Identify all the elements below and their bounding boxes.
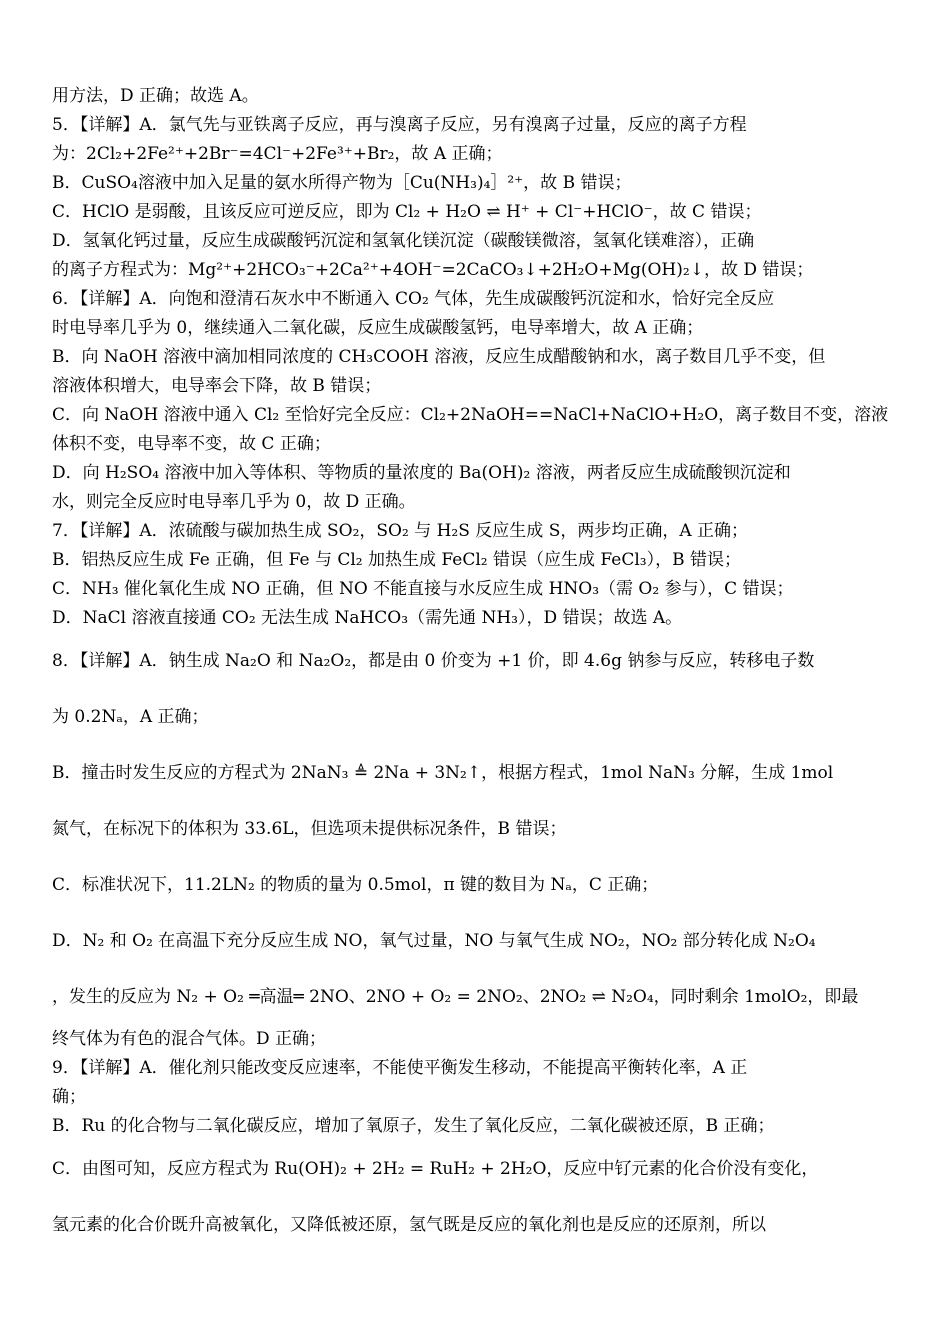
- text-line: 体积不变，电导率不变，故 C 正确；: [52, 434, 331, 454]
- text-line: D．N₂ 和 O₂ 在高温下充分反应生成 NO，氧气过量，NO 与氧气生成 NO₂，NO₂ 部分转化成 N₂O₄: [52, 931, 816, 951]
- text-line: 8．【详解】A．钠生成 Na₂O 和 Na₂O₂，都是由 0 价变为 +1 价，即 4.6g 钠参与反应，转移电子数: [52, 651, 815, 671]
- text-line: B．撞击时发生反应的方程式为 2NaN₃ ≜ 2Na + 3N₂↑，根据方程式，1mol NaN₃ 分解，生成 1mol: [52, 763, 834, 783]
- text-line: 时电导率几乎为 0，继续通入二氧化碳，反应生成碳酸氢钙，电导率增大，故 A 正确；: [52, 318, 704, 338]
- document-body: [52, 82, 889, 1253]
- text-line: 溶液体积增大，电导率会下降，故 B 错误；: [52, 376, 382, 396]
- text-line: B．铝热反应生成 Fe 正确，但 Fe 与 Cl₂ 加热生成 FeCl₂ 错误（应生成 FeCl₃），B 错误；: [52, 550, 742, 570]
- text-line: B．向 NaOH 溶液中滴加相同浓度的 CH₃COOH 溶液，反应生成醋酸钠和水，离子数目几乎不变，但: [52, 347, 826, 367]
- text-line: 为 0.2Nₐ，A 正确；: [52, 707, 209, 727]
- text-line: 为：2Cl₂+2Fe²⁺+2Br⁻=4Cl⁻+2Fe³⁺+Br₂，故 A 正确；: [52, 144, 503, 164]
- text-line: 5．【详解】A．氯气先与亚铁离子反应，再与溴离子反应，另有溴离子过量，反应的离子方程: [52, 115, 747, 135]
- text-line: ，发生的反应为 N₂ + O₂ ═高温═ 2NO、2NO + O₂ = 2NO₂、2NO₂ ⇌ N₂O₄，同时剩余 1molO₂，即最: [52, 987, 859, 1007]
- text-line: C．NH₃ 催化氧化生成 NO 正确，但 NO 不能直接与水反应生成 HNO₃（需 O₂ 参与），C 错误；: [52, 579, 794, 599]
- text-line: B．CuSO₄溶液中加入足量的氨水所得产物为［Cu(NH₃)₄］²⁺，故 B 错误；: [52, 173, 632, 193]
- text-line: 终气体为有色的混合气体。D 正确；: [52, 1029, 327, 1049]
- text-line: C．标准状况下，11.2LN₂ 的物质的量为 0.5mol，π 键的数目为 Nₐ，C 正确；: [52, 875, 659, 895]
- text-line: D．向 H₂SO₄ 溶液中加入等体积、等物质的量浓度的 Ba(OH)₂ 溶液，两者反应生成硫酸钡沉淀和: [52, 463, 791, 483]
- text-line: D．NaCl 溶液直接通 CO₂ 无法生成 NaHCO₃（需先通 NH₃），D 错误；故选 A。: [52, 608, 683, 628]
- text-line: B．Ru 的化合物与二氧化碳反应，增加了氧原子，发生了氧化反应，二氧化碳被还原，B 正确；: [52, 1116, 775, 1136]
- text-line: 的离子方程式为：Mg²⁺+2HCO₃⁻+2Ca²⁺+4OH⁻=2CaCO₃↓+2H₂O+Mg(OH)₂↓，故 D 错误；: [52, 260, 814, 280]
- text-line: 用方法，D 正确；故选 A。: [52, 86, 259, 106]
- text-line: C．HClO 是弱酸，且该反应可逆反应，即为 Cl₂ + H₂O ⇌ H⁺ + Cl⁻+HClO⁻，故 C 错误；: [52, 202, 762, 222]
- text-line: 确；: [52, 1087, 86, 1107]
- text-line: D．氢氧化钙过量，反应生成碳酸钙沉淀和氢氧化镁沉淀（碳酸镁微溶，氢氧化镁难溶），正确: [52, 231, 755, 251]
- text-line: C．由图可知，反应方程式为 Ru(OH)₂ + 2H₂ = RuH₂ + 2H₂O，反应中钌元素的化合价没有变化，: [52, 1159, 819, 1179]
- text-line: 氮气，在标况下的体积为 33.6L，但选项未提供标况条件，B 错误；: [52, 819, 567, 839]
- text-line: 6．【详解】A．向饱和澄清石灰水中不断通入 CO₂ 气体，先生成碳酸钙沉淀和水，恰好完全反应: [52, 289, 775, 309]
- text-line: 水，则完全反应时电导率几乎为 0，故 D 正确。: [52, 492, 416, 512]
- text-line: C．向 NaOH 溶液中通入 Cl₂ 至恰好完全反应：Cl₂+2NaOH==NaCl+NaClO+H₂O，离子数目不变，溶液: [52, 405, 889, 425]
- text-line: 氢元素的化合价既升高被氧化，又降低被还原，氢气既是反应的氧化剂也是反应的还原剂，所以: [52, 1215, 766, 1235]
- text-line: 9．【详解】A．催化剂只能改变反应速率，不能使平衡发生移动，不能提高平衡转化率，A 正: [52, 1058, 748, 1078]
- text-line: 7．【详解】A．浓硫酸与碳加热生成 SO₂，SO₂ 与 H₂S 反应生成 S，两步均正确，A 正确；: [52, 521, 749, 541]
